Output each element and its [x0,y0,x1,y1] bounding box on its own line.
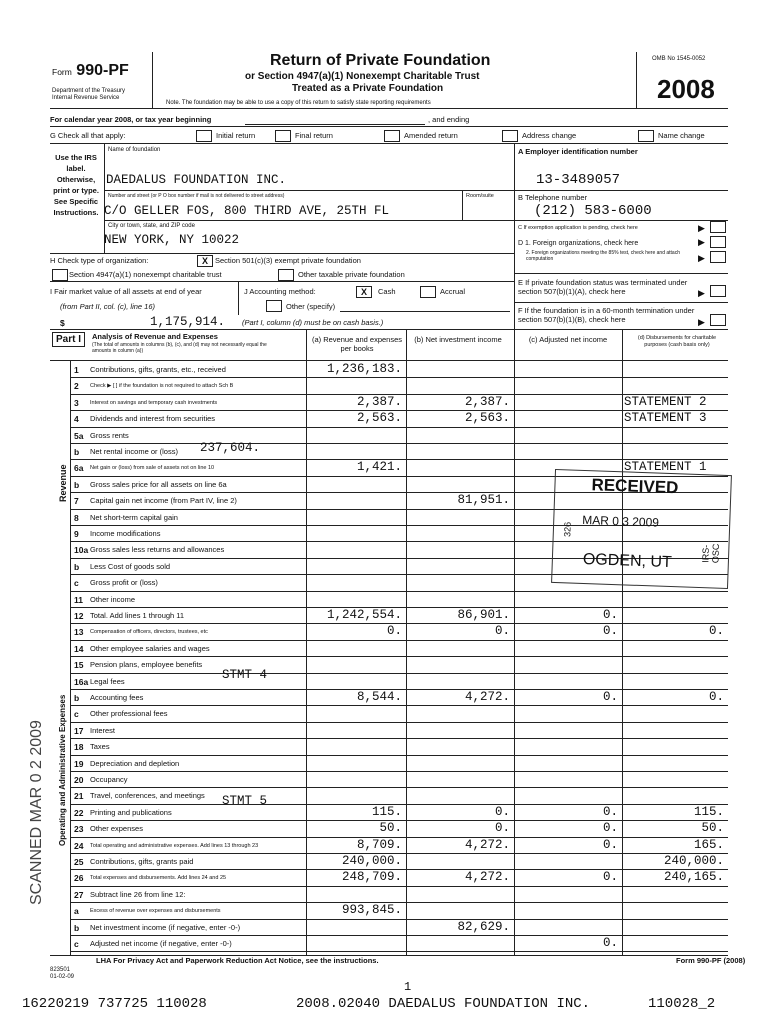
cell-col-a: 1,236,183. [326,362,402,376]
other-method-checkbox[interactable] [266,300,282,312]
cell-col-d: 165. [693,837,724,852]
received-stamp [551,469,732,589]
part-title: Analysis of Revenue and Expenses [92,332,218,341]
cell-col-b: 86,901. [457,608,510,622]
tax-year: 2008 [657,74,715,104]
row-label: Capital gain net income (from Part IV, line 2) [90,496,237,506]
part-tag: Part I [52,332,85,347]
row-number: 20 [74,775,84,785]
row-label: Net gain or (loss) from sale of assets not on line 10 [90,465,215,472]
row-number: 9 [74,529,79,539]
row-label: Subtract line 26 from line 12: [90,889,186,899]
address-change-label: Address change [522,131,577,140]
lha-notice: LHA For Privacy Act and Paperwork Reduction Act Notice, see the instructions. [96,956,379,965]
gross-sales-6b-value: 237,604. [200,441,261,455]
cell-col-a: 993,845. [341,903,402,918]
cell-col-b: 4,272. [464,837,510,852]
foundation-name: DAEDALUS FOUNDATION INC. [106,173,287,187]
form-note: Note. The foundation may be able to use a copy of this return to satisfy state reporting requirements [166,100,431,106]
row-number: 3 [74,397,79,408]
row-number: 5a [74,430,84,441]
row-number: b [74,479,80,490]
stamp-date: MAR 0 3 2009 [582,512,660,530]
col-d-header: (d) Disbursements for charitable purposes (cash basis only) [637,335,717,348]
row-number: b [74,922,80,933]
cell-col-c: 0. [602,936,618,950]
row-number: 10a [74,545,89,556]
row-number: b [74,561,80,572]
arrow-icon: ▶ [698,223,705,233]
row-label: Net rental income or (loss) [90,447,178,456]
60-month-checkbox[interactable] [710,314,726,326]
form-subtitle-1: or Section 4947(a)(1) Nonexempt Charitable Trust [245,71,480,82]
cell-col-b: 0. [494,624,510,639]
foundation-city: NEW YORK, NY 10022 [104,233,240,247]
cell-col-c: 0. [602,804,618,819]
stamp-received: RECEIVED [591,475,679,498]
cell-col-d: 0. [708,624,724,639]
exemption-pending-checkbox[interactable] [710,221,726,233]
cell-col-c: 0. [602,821,618,836]
row-number: 23 [74,824,84,835]
revenue-side-label: Revenue [58,464,68,502]
cell-col-a: 240,000. [341,854,402,868]
row-label: Net short-term capital gain [90,512,178,522]
arrow-icon: ▶ [698,288,705,298]
cell-col-d: STATEMENT 2 [624,394,707,409]
form-footer-ref: Form 990-PF (2008) [676,956,746,965]
use-irs-label: Use the IRS label. Otherwise, print or type. See Specific Instructions. [53,153,99,217]
cash-label: Cash [378,287,396,296]
col-c-header: (c) Adjusted net income [528,335,608,344]
row-label: Interest on savings and temporary cash investments [90,399,218,406]
row-number: c [74,939,79,949]
accrual-method-checkbox[interactable] [420,286,436,298]
other-taxable-checkbox[interactable] [278,269,294,281]
row-number: 17 [74,725,84,736]
row-label: Income modifications [90,529,161,538]
row-number: 16a [74,676,89,687]
cell-col-a: 115. [371,804,402,819]
row-label: Gross profit or (loss) [90,578,158,588]
ein-label: A Employer identification number [518,147,638,156]
row-label: Adjusted net income (if negative, enter -0-) [90,939,232,948]
initial-return-checkbox[interactable] [196,130,212,142]
stmt-5-ref: STMT 5 [222,794,268,808]
city-field-label: City or town, state, and ZIP code [108,223,195,229]
row-number: 22 [74,807,84,818]
form-code: 823501 01-02-09 [50,967,75,980]
row-label: Excess of revenue over expenses and disbursements [90,908,221,915]
form-subtitle-2: Treated as a Private Foundation [292,83,444,94]
row-number: 18 [74,742,84,753]
row-label: Total. Add lines 1 through 11 [90,611,185,620]
arrow-icon: ▶ [698,237,705,247]
phone-label: B Telephone number [518,193,588,202]
cell-col-b: 4,272. [464,690,510,704]
row-label: Other professional fees [90,709,168,719]
col-a-header: (a) Revenue and expenses per books [311,335,403,353]
cell-col-d: 115. [693,804,724,819]
and-ending-label: , and ending [428,115,470,124]
cell-col-b: 0. [494,804,510,819]
row-number: 19 [74,758,84,769]
row-number: 12 [74,611,84,621]
irs-label: Internal Revenue Service [52,95,120,101]
cell-col-d: 240,000. [663,854,724,868]
cell-col-b: 0. [494,821,510,836]
row-label: Contributions, gifts, grants, etc., received [90,365,226,374]
i-note: (Part I, column (d) must be on cash basis.) [242,318,384,327]
cell-col-b: 2,563. [464,411,510,426]
row-number: 8 [74,512,79,523]
cell-col-b: 4,272. [464,870,510,885]
scanned-stamp: SCANNED MAR 0 2 2009 [28,720,45,905]
c-label: C If exemption application is pending, check here [518,225,638,231]
row-number: b [74,447,80,457]
footer-mid: 2008.02040 DAEDALUS FOUNDATION INC. [296,996,591,1012]
row-number: 21 [74,791,84,802]
foundation-street: C/O GELLER FOS, 800 THIRD AVE, 25TH FL [104,204,390,218]
i-dollar: $ [60,318,65,328]
initial-return-label: Initial return [216,131,256,140]
row-label: Pension plans, employee benefits [90,660,203,670]
address-change-checkbox[interactable] [502,130,518,142]
d2-label: 2. Foreign organizations meeting the 85% test, check here and attach computation [526,250,680,262]
cell-col-c: 0. [602,870,618,885]
row-label: Total operating and administrative expenses. Add lines 13 through 23 [90,842,259,849]
g-label: G Check all that apply: [50,131,126,140]
row-label: Occupancy [90,775,128,784]
cell-col-d: STATEMENT 1 [624,460,707,475]
row-label: Interest [90,725,116,735]
amended-return-label: Amended return [404,131,458,140]
row-label: Other income [90,594,136,604]
cell-col-b: 2,387. [464,394,510,409]
final-return-checkbox[interactable] [275,130,291,142]
cell-col-c: 0. [602,690,618,704]
row-number: 7 [74,496,79,507]
row-label: Net investment income (if negative, enter -0-) [90,922,241,932]
501c3-checkbox[interactable]: X [197,255,213,267]
d1-label: D 1. Foreign organizations, check here [518,240,639,247]
street-field-label: Number and street (or P O box number if mail is not delivered to street address) [108,193,285,199]
cell-col-a: 8,544. [356,690,402,704]
cell-col-b: 82,629. [457,919,510,934]
omb-number: OMB No 1545-0052 [652,56,706,62]
footer-right: 110028_2 [648,996,716,1012]
cell-col-a: 2,563. [356,411,402,426]
h-option-3: Other taxable private foundation [298,270,405,279]
fmv-value: 1,175,914. [150,315,226,329]
row-number: c [74,578,79,589]
i-label: I Fair market value of all assets at end of year [50,287,202,296]
row-label: Other expenses [90,824,143,834]
foreign-85-checkbox[interactable] [710,251,726,263]
cell-col-c: 0. [602,837,618,852]
row-number: 13 [74,627,84,638]
h-option-2: Section 4947(a)(1) nonexempt charitable trust [69,270,222,279]
calendar-year-label: For calendar year 2008, or tax year beginning [50,115,212,124]
row-label: Taxes [90,742,110,752]
row-number: b [74,693,80,703]
row-number: 24 [74,840,84,851]
cell-col-a: 50. [379,821,402,836]
cell-col-a: 1,421. [356,460,402,475]
dept-label: Department of the Treasury [52,88,126,94]
form-number: 990-PF [76,62,129,79]
row-label: Travel, conferences, and meetings [90,791,205,801]
row-number: 6a [74,463,84,474]
arrow-icon: ▶ [698,253,705,263]
row-label: Gross sales less returns and allowances [90,545,225,555]
i-from-label: (from Part II, col. (c), line 16) [60,302,156,311]
form-title: Return of Private Foundation [270,52,491,69]
row-label: Total expenses and disbursements. Add lines 24 and 25 [90,875,227,882]
page-number: 1 [404,980,412,994]
row-number: 15 [74,660,84,671]
j-label: J Accounting method: [244,287,316,296]
row-label: Accounting fees [90,693,144,702]
accrual-label: Accrual [440,287,466,296]
cell-col-a: 8,709. [356,837,402,852]
row-number: 27 [74,889,84,900]
row-label: Contributions, gifts, grants paid [90,857,194,866]
row-label: Gross sales price for all assets on line 6a [90,479,227,489]
row-label: Gross rents [90,430,129,440]
cell-col-c: 0. [602,624,618,639]
row-number: a [74,906,79,917]
stamp-side-right: IRS-OSC [700,543,722,564]
4947-checkbox[interactable] [52,269,68,281]
name-change-label: Name change [658,131,705,140]
expenses-side-label: Operating and Administrative Expenses [58,694,67,846]
cash-method-checkbox[interactable]: X [356,286,372,298]
terminated-checkbox[interactable] [710,285,726,297]
name-field-label: Name of foundation [108,147,161,153]
room-suite-label: Room/suite [466,193,494,199]
form-prefix: Form [52,67,72,77]
row-label: Dividends and interest from securities [90,414,216,424]
footer-left: 16220219 737725 110028 [22,996,207,1012]
cell-col-a: 248,709. [341,870,402,885]
amended-return-checkbox[interactable] [384,130,400,142]
phone-value: (212) 583-6000 [534,203,652,219]
row-label: Depreciation and depletion [90,758,180,768]
e-label: E If private foundation status was terminated under section 507(b)(1)(A), check here [518,278,688,296]
row-number: 25 [74,857,84,867]
cell-col-d: 50. [701,821,724,836]
row-label: Check ▶ [ ] if the foundation is not required to attach Sch B [90,383,234,390]
row-number: c [74,709,79,720]
row-number: 1 [74,365,79,375]
row-number: 26 [74,873,84,884]
row-label: Printing and publications [90,807,172,817]
col-b-header: (b) Net investment income [414,335,502,344]
row-label: Other employee salaries and wages [90,643,210,653]
h-option-1: Section 501(c)(3) exempt private foundation [215,256,361,265]
form-label [52,62,129,80]
final-return-label: Final return [295,131,333,140]
row-number: 2 [74,381,79,392]
cell-col-c: 0. [602,608,618,622]
arrow-icon: ▶ [698,317,705,327]
cell-col-a: 2,387. [356,394,402,409]
cell-col-b: 81,951. [457,493,510,508]
other-method-label: Other (specify) [286,302,336,311]
stmt-4-ref: STMT 4 [222,668,268,682]
ein-value: 13-3489057 [536,172,621,188]
cell-col-a: 0. [386,624,402,639]
row-number: 11 [74,594,83,605]
h-label: H Check type of organization: [50,256,149,265]
cell-col-d: STATEMENT 3 [624,411,707,426]
row-label: Compensation of officers, directors, trustees, etc [90,629,208,636]
cell-col-d: 0. [708,690,724,704]
cell-col-d: 240,165. [663,870,724,885]
row-number: 4 [74,414,79,425]
name-change-checkbox[interactable] [638,130,654,142]
cell-col-a: 1,242,554. [326,608,402,622]
stamp-city: OGDEN, UT [582,550,673,572]
foreign-org-checkbox[interactable] [710,236,726,248]
part-subtitle: (The total of amounts in columns (b), (c), and (d) may not necessarily equal the amounts in column (a)) [92,342,267,354]
row-label: Legal fees [90,676,125,686]
stamp-side-left: 326 [562,521,573,538]
f-label: F If the foundation is in a 60-month termination under section 507(b)(1)(B), check here [518,306,695,324]
row-label: Less Cost of goods sold [90,561,171,571]
row-number: 14 [74,643,84,654]
